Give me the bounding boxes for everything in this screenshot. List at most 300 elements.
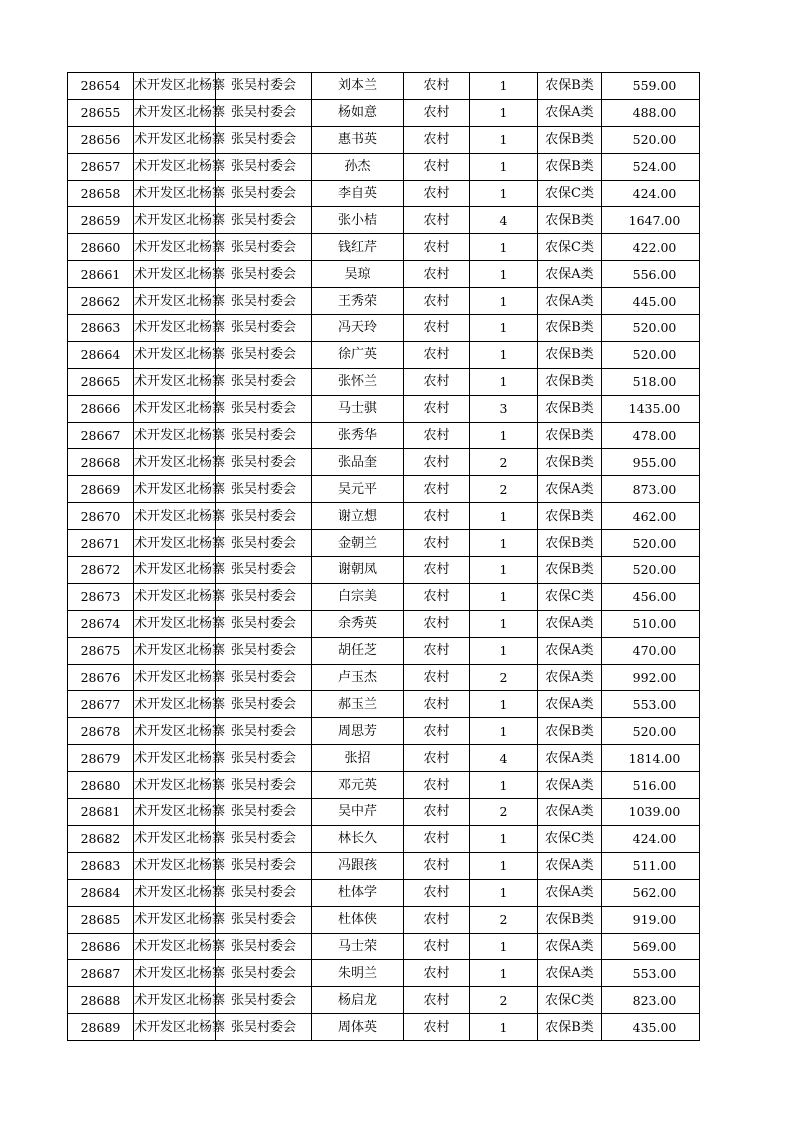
- amount-value: 520.00: [632, 347, 677, 363]
- person-count-cell: 1: [470, 73, 538, 100]
- committee-cell: 张吴村委会: [216, 960, 312, 987]
- amount-value: 424.00: [632, 831, 677, 847]
- committee-cell: 张吴村委会: [216, 906, 312, 933]
- district-cell: 术开发区北杨寨: [134, 637, 216, 664]
- record-id-cell: 28669: [68, 476, 134, 503]
- household-type-cell: 农村: [404, 852, 470, 879]
- record-id-cell: 28689: [68, 1014, 134, 1041]
- name-cell: 冯天玲: [312, 315, 404, 342]
- name-cell: 卢玉杰: [312, 664, 404, 691]
- category-cell: 农保C类: [538, 987, 602, 1014]
- name-cell: 冯跟孩: [312, 852, 404, 879]
- record-id-cell: 28657: [68, 153, 134, 180]
- record-id-cell: 28683: [68, 852, 134, 879]
- amount-value: 823.00: [632, 992, 677, 1008]
- table-row: [68, 691, 700, 718]
- amount-value: 569.00: [632, 938, 677, 954]
- name-cell: 张秀华: [312, 422, 404, 449]
- category-cell: 农保B类: [538, 207, 602, 234]
- amount-value: 520.00: [632, 320, 677, 336]
- category-cell: 农保B类: [538, 557, 602, 584]
- category-cell: 农保C类: [538, 583, 602, 610]
- household-type-cell: 农村: [404, 207, 470, 234]
- record-id-cell: 28654: [68, 73, 134, 100]
- record-id-cell: 28666: [68, 395, 134, 422]
- committee-cell: 张吴村委会: [216, 261, 312, 288]
- household-type-cell: 农村: [404, 395, 470, 422]
- amount-cell: [602, 315, 700, 342]
- committee-cell: 张吴村委会: [216, 395, 312, 422]
- table-row: [68, 234, 700, 261]
- committee-cell: 张吴村委会: [216, 99, 312, 126]
- amount-value: 553.00: [632, 965, 677, 981]
- record-id-cell: 28681: [68, 799, 134, 826]
- committee-cell: 张吴村委会: [216, 825, 312, 852]
- category-cell: 农保B类: [538, 530, 602, 557]
- category-cell: 农保C类: [538, 180, 602, 207]
- district-cell: 术开发区北杨寨: [134, 234, 216, 261]
- person-count-cell: 1: [470, 637, 538, 664]
- person-count-cell: 1: [470, 933, 538, 960]
- household-type-cell: 农村: [404, 906, 470, 933]
- record-id-cell: 28659: [68, 207, 134, 234]
- category-cell: 农保A类: [538, 960, 602, 987]
- committee-cell: 张吴村委会: [216, 530, 312, 557]
- name-cell: 胡任芝: [312, 637, 404, 664]
- category-cell: 农保B类: [538, 126, 602, 153]
- table-row: [68, 664, 700, 691]
- amount-cell: [602, 395, 700, 422]
- amount-cell: [602, 234, 700, 261]
- district-cell: 术开发区北杨寨: [134, 449, 216, 476]
- record-id-cell: 28663: [68, 315, 134, 342]
- amount-value: 1435.00: [628, 401, 681, 417]
- district-cell: 术开发区北杨寨: [134, 73, 216, 100]
- amount-cell: [602, 664, 700, 691]
- household-type-cell: 农村: [404, 126, 470, 153]
- category-cell: 农保A类: [538, 691, 602, 718]
- amount-cell: [602, 126, 700, 153]
- amount-cell: [602, 960, 700, 987]
- amount-value: 422.00: [632, 239, 677, 255]
- person-count-cell: 1: [470, 503, 538, 530]
- name-cell: 谢朝凤: [312, 557, 404, 584]
- amount-value: 445.00: [632, 293, 677, 309]
- category-cell: 农保A类: [538, 879, 602, 906]
- district-cell: 术开发区北杨寨: [134, 718, 216, 745]
- name-cell: 惠书英: [312, 126, 404, 153]
- person-count-cell: 1: [470, 368, 538, 395]
- person-count-cell: 1: [470, 315, 538, 342]
- table-row: [68, 368, 700, 395]
- person-count-cell: 1: [470, 852, 538, 879]
- amount-cell: [602, 852, 700, 879]
- amount-cell: [602, 341, 700, 368]
- district-cell: 术开发区北杨寨: [134, 530, 216, 557]
- amount-value: 520.00: [632, 723, 677, 739]
- category-cell: 农保C类: [538, 825, 602, 852]
- table-row: [68, 1014, 700, 1041]
- table-row: [68, 476, 700, 503]
- category-cell: 农保B类: [538, 395, 602, 422]
- committee-cell: 张吴村委会: [216, 422, 312, 449]
- amount-value: 516.00: [632, 777, 677, 793]
- amount-value: 478.00: [632, 428, 677, 444]
- table-row: [68, 557, 700, 584]
- name-cell: 周体英: [312, 1014, 404, 1041]
- amount-cell: [602, 207, 700, 234]
- person-count-cell: 1: [470, 557, 538, 584]
- household-type-cell: 农村: [404, 987, 470, 1014]
- district-cell: 术开发区北杨寨: [134, 341, 216, 368]
- person-count-cell: 1: [470, 180, 538, 207]
- committee-cell: 张吴村委会: [216, 126, 312, 153]
- record-id-cell: 28675: [68, 637, 134, 664]
- name-cell: 张小桔: [312, 207, 404, 234]
- household-type-cell: 农村: [404, 99, 470, 126]
- name-cell: 郝玉兰: [312, 691, 404, 718]
- district-cell: 术开发区北杨寨: [134, 825, 216, 852]
- district-cell: 术开发区北杨寨: [134, 691, 216, 718]
- name-cell: 邓元英: [312, 772, 404, 799]
- record-id-cell: 28670: [68, 503, 134, 530]
- table-row: [68, 126, 700, 153]
- district-cell: 术开发区北杨寨: [134, 315, 216, 342]
- name-cell: 金朝兰: [312, 530, 404, 557]
- committee-cell: 张吴村委会: [216, 368, 312, 395]
- household-type-cell: 农村: [404, 933, 470, 960]
- name-cell: 余秀英: [312, 610, 404, 637]
- household-type-cell: 农村: [404, 261, 470, 288]
- household-type-cell: 农村: [404, 503, 470, 530]
- committee-cell: 张吴村委会: [216, 1014, 312, 1041]
- person-count-cell: 1: [470, 1014, 538, 1041]
- amount-value: 556.00: [632, 266, 677, 282]
- committee-cell: 张吴村委会: [216, 852, 312, 879]
- household-type-cell: 农村: [404, 315, 470, 342]
- amount-value: 462.00: [632, 508, 677, 524]
- person-count-cell: 1: [470, 691, 538, 718]
- committee-cell: 张吴村委会: [216, 879, 312, 906]
- district-cell: 术开发区北杨寨: [134, 772, 216, 799]
- amount-cell: [602, 73, 700, 100]
- record-id-cell: 28656: [68, 126, 134, 153]
- committee-cell: 张吴村委会: [216, 987, 312, 1014]
- category-cell: 农保B类: [538, 503, 602, 530]
- name-cell: 林长久: [312, 825, 404, 852]
- person-count-cell: 2: [470, 664, 538, 691]
- household-type-cell: 农村: [404, 745, 470, 772]
- person-count-cell: 1: [470, 610, 538, 637]
- household-type-cell: 农村: [404, 234, 470, 261]
- name-cell: 李自英: [312, 180, 404, 207]
- amount-value: 955.00: [632, 454, 677, 470]
- category-cell: 农保B类: [538, 315, 602, 342]
- category-cell: 农保B类: [538, 422, 602, 449]
- amount-value: 520.00: [632, 535, 677, 551]
- table-row: [68, 637, 700, 664]
- name-cell: 吴元平: [312, 476, 404, 503]
- person-count-cell: 1: [470, 261, 538, 288]
- district-cell: 术开发区北杨寨: [134, 476, 216, 503]
- household-type-cell: 农村: [404, 610, 470, 637]
- amount-value: 435.00: [632, 1019, 677, 1035]
- table-row: [68, 799, 700, 826]
- district-cell: 术开发区北杨寨: [134, 126, 216, 153]
- category-cell: 农保C类: [538, 234, 602, 261]
- record-id-cell: 28676: [68, 664, 134, 691]
- name-cell: 谢立想: [312, 503, 404, 530]
- committee-cell: 张吴村委会: [216, 772, 312, 799]
- amount-cell: [602, 637, 700, 664]
- name-cell: 杜体侠: [312, 906, 404, 933]
- amount-value: 456.00: [632, 589, 677, 605]
- name-cell: 吴中芹: [312, 799, 404, 826]
- household-type-cell: 农村: [404, 664, 470, 691]
- household-type-cell: 农村: [404, 825, 470, 852]
- committee-cell: 张吴村委会: [216, 799, 312, 826]
- table-row: [68, 153, 700, 180]
- committee-cell: 张吴村委会: [216, 745, 312, 772]
- person-count-cell: 2: [470, 449, 538, 476]
- committee-cell: 张吴村委会: [216, 73, 312, 100]
- amount-cell: [602, 476, 700, 503]
- person-count-cell: 1: [470, 825, 538, 852]
- household-type-cell: 农村: [404, 960, 470, 987]
- amount-cell: [602, 153, 700, 180]
- committee-cell: 张吴村委会: [216, 207, 312, 234]
- household-type-cell: 农村: [404, 73, 470, 100]
- record-id-cell: 28668: [68, 449, 134, 476]
- household-type-cell: 农村: [404, 772, 470, 799]
- household-type-cell: 农村: [404, 368, 470, 395]
- name-cell: 白宗美: [312, 583, 404, 610]
- name-cell: 钱红芹: [312, 234, 404, 261]
- record-id-cell: 28665: [68, 368, 134, 395]
- category-cell: 农保B类: [538, 1014, 602, 1041]
- person-count-cell: 1: [470, 153, 538, 180]
- table-row: [68, 583, 700, 610]
- person-count-cell: 2: [470, 906, 538, 933]
- record-id-cell: 28671: [68, 530, 134, 557]
- person-count-cell: 1: [470, 583, 538, 610]
- record-id-cell: 28667: [68, 422, 134, 449]
- category-cell: 农保B类: [538, 718, 602, 745]
- district-cell: 术开发区北杨寨: [134, 557, 216, 584]
- name-cell: 马士荣: [312, 933, 404, 960]
- table-row: [68, 718, 700, 745]
- district-cell: 术开发区北杨寨: [134, 664, 216, 691]
- table-row: [68, 180, 700, 207]
- table-row: [68, 73, 700, 100]
- table-body: [68, 73, 700, 1041]
- record-id-cell: 28661: [68, 261, 134, 288]
- district-cell: 术开发区北杨寨: [134, 987, 216, 1014]
- amount-cell: [602, 799, 700, 826]
- record-id-cell: 28673: [68, 583, 134, 610]
- household-type-cell: 农村: [404, 583, 470, 610]
- table-row: [68, 261, 700, 288]
- amount-cell: [602, 825, 700, 852]
- amount-value: 424.00: [632, 186, 677, 201]
- name-cell: 马士骐: [312, 395, 404, 422]
- household-type-cell: 农村: [404, 637, 470, 664]
- household-type-cell: 农村: [404, 718, 470, 745]
- amount-value: 1814.00: [628, 750, 681, 766]
- person-count-cell: 1: [470, 288, 538, 315]
- record-id-cell: 28677: [68, 691, 134, 718]
- district-cell: 术开发区北杨寨: [134, 395, 216, 422]
- name-cell: 杨如意: [312, 99, 404, 126]
- table-row: [68, 825, 700, 852]
- amount-value: 520.00: [632, 562, 677, 578]
- person-count-cell: 1: [470, 530, 538, 557]
- table-row: [68, 207, 700, 234]
- category-cell: 农保B类: [538, 906, 602, 933]
- name-cell: 徐广英: [312, 341, 404, 368]
- district-cell: 术开发区北杨寨: [134, 799, 216, 826]
- person-count-cell: 3: [470, 395, 538, 422]
- district-cell: 术开发区北杨寨: [134, 99, 216, 126]
- household-type-cell: 农村: [404, 449, 470, 476]
- committee-cell: 张吴村委会: [216, 449, 312, 476]
- committee-cell: 张吴村委会: [216, 180, 312, 207]
- district-cell: 术开发区北杨寨: [134, 745, 216, 772]
- category-cell: 农保A类: [538, 476, 602, 503]
- table-row: [68, 610, 700, 637]
- person-count-cell: 1: [470, 422, 538, 449]
- amount-cell: [602, 557, 700, 584]
- amount-cell: [602, 530, 700, 557]
- household-type-cell: 农村: [404, 799, 470, 826]
- person-count-cell: 2: [470, 799, 538, 826]
- record-id-cell: 28655: [68, 99, 134, 126]
- person-count-cell: 2: [470, 987, 538, 1014]
- table-row: [68, 906, 700, 933]
- record-id-cell: 28658: [68, 180, 134, 207]
- category-cell: 农保B类: [538, 153, 602, 180]
- household-type-cell: 农村: [404, 153, 470, 180]
- household-type-cell: 农村: [404, 180, 470, 207]
- household-type-cell: 农村: [404, 691, 470, 718]
- record-id-cell: 28685: [68, 906, 134, 933]
- category-cell: 农保B类: [538, 341, 602, 368]
- committee-cell: 张吴村委会: [216, 315, 312, 342]
- record-id-cell: 28664: [68, 341, 134, 368]
- household-type-cell: 农村: [404, 530, 470, 557]
- district-cell: 术开发区北杨寨: [134, 879, 216, 906]
- table-row: [68, 933, 700, 960]
- amount-cell: [602, 288, 700, 315]
- household-type-cell: 农村: [404, 557, 470, 584]
- person-count-cell: 1: [470, 341, 538, 368]
- table-row: [68, 315, 700, 342]
- category-cell: 农保A类: [538, 772, 602, 799]
- committee-cell: 张吴村委会: [216, 476, 312, 503]
- record-id-cell: 28686: [68, 933, 134, 960]
- name-cell: 张招: [312, 745, 404, 772]
- amount-value: 518.00: [632, 374, 677, 390]
- table-row: [68, 288, 700, 315]
- record-id-cell: 28682: [68, 825, 134, 852]
- amount-cell: [602, 368, 700, 395]
- record-id-cell: 28684: [68, 879, 134, 906]
- category-cell: 农保B类: [538, 449, 602, 476]
- amount-value: 511.00: [632, 858, 677, 874]
- amount-cell: [602, 933, 700, 960]
- category-cell: 农保B类: [538, 368, 602, 395]
- record-id-cell: 28688: [68, 987, 134, 1014]
- record-id-cell: 28680: [68, 772, 134, 799]
- person-count-cell: 4: [470, 745, 538, 772]
- committee-cell: 张吴村委会: [216, 234, 312, 261]
- amount-cell: [602, 718, 700, 745]
- amount-value: 1647.00: [628, 212, 681, 228]
- table-row: [68, 449, 700, 476]
- amount-value: 524.00: [632, 159, 677, 175]
- category-cell: 农保A类: [538, 99, 602, 126]
- amount-value: 553.00: [632, 696, 677, 712]
- committee-cell: 张吴村委会: [216, 637, 312, 664]
- category-cell: 农保A类: [538, 852, 602, 879]
- table-row: [68, 852, 700, 879]
- district-cell: 术开发区北杨寨: [134, 906, 216, 933]
- household-type-cell: 农村: [404, 879, 470, 906]
- amount-value: 559.00: [632, 78, 677, 94]
- table-row: [68, 987, 700, 1014]
- record-id-cell: 28662: [68, 288, 134, 315]
- amount-value: 919.00: [632, 912, 677, 928]
- district-cell: 术开发区北杨寨: [134, 180, 216, 207]
- committee-cell: 张吴村委会: [216, 933, 312, 960]
- table-row: [68, 745, 700, 772]
- record-id-cell: 28678: [68, 718, 134, 745]
- household-type-cell: 农村: [404, 288, 470, 315]
- household-type-cell: 农村: [404, 1014, 470, 1041]
- person-count-cell: 2: [470, 476, 538, 503]
- name-cell: 王秀荣: [312, 288, 404, 315]
- category-cell: 农保A类: [538, 664, 602, 691]
- district-cell: 术开发区北杨寨: [134, 153, 216, 180]
- household-type-cell: 农村: [404, 422, 470, 449]
- amount-cell: [602, 180, 700, 207]
- amount-cell: [602, 772, 700, 799]
- committee-cell: 张吴村委会: [216, 583, 312, 610]
- category-cell: 农保A类: [538, 799, 602, 826]
- person-count-cell: 1: [470, 879, 538, 906]
- table-row: [68, 341, 700, 368]
- person-count-cell: 1: [470, 772, 538, 799]
- person-count-cell: 4: [470, 207, 538, 234]
- table-row: [68, 960, 700, 987]
- district-cell: 术开发区北杨寨: [134, 933, 216, 960]
- committee-cell: 张吴村委会: [216, 718, 312, 745]
- name-cell: 张怀兰: [312, 368, 404, 395]
- category-cell: 农保A类: [538, 610, 602, 637]
- table-row: [68, 99, 700, 126]
- amount-cell: [602, 261, 700, 288]
- amount-cell: [602, 449, 700, 476]
- amount-value: 470.00: [632, 643, 677, 659]
- record-id-cell: 28674: [68, 610, 134, 637]
- district-cell: 术开发区北杨寨: [134, 583, 216, 610]
- committee-cell: 张吴村委会: [216, 153, 312, 180]
- district-cell: 术开发区北杨寨: [134, 261, 216, 288]
- district-cell: 术开发区北杨寨: [134, 503, 216, 530]
- committee-cell: 张吴村委会: [216, 557, 312, 584]
- amount-cell: [602, 610, 700, 637]
- household-type-cell: 农村: [404, 341, 470, 368]
